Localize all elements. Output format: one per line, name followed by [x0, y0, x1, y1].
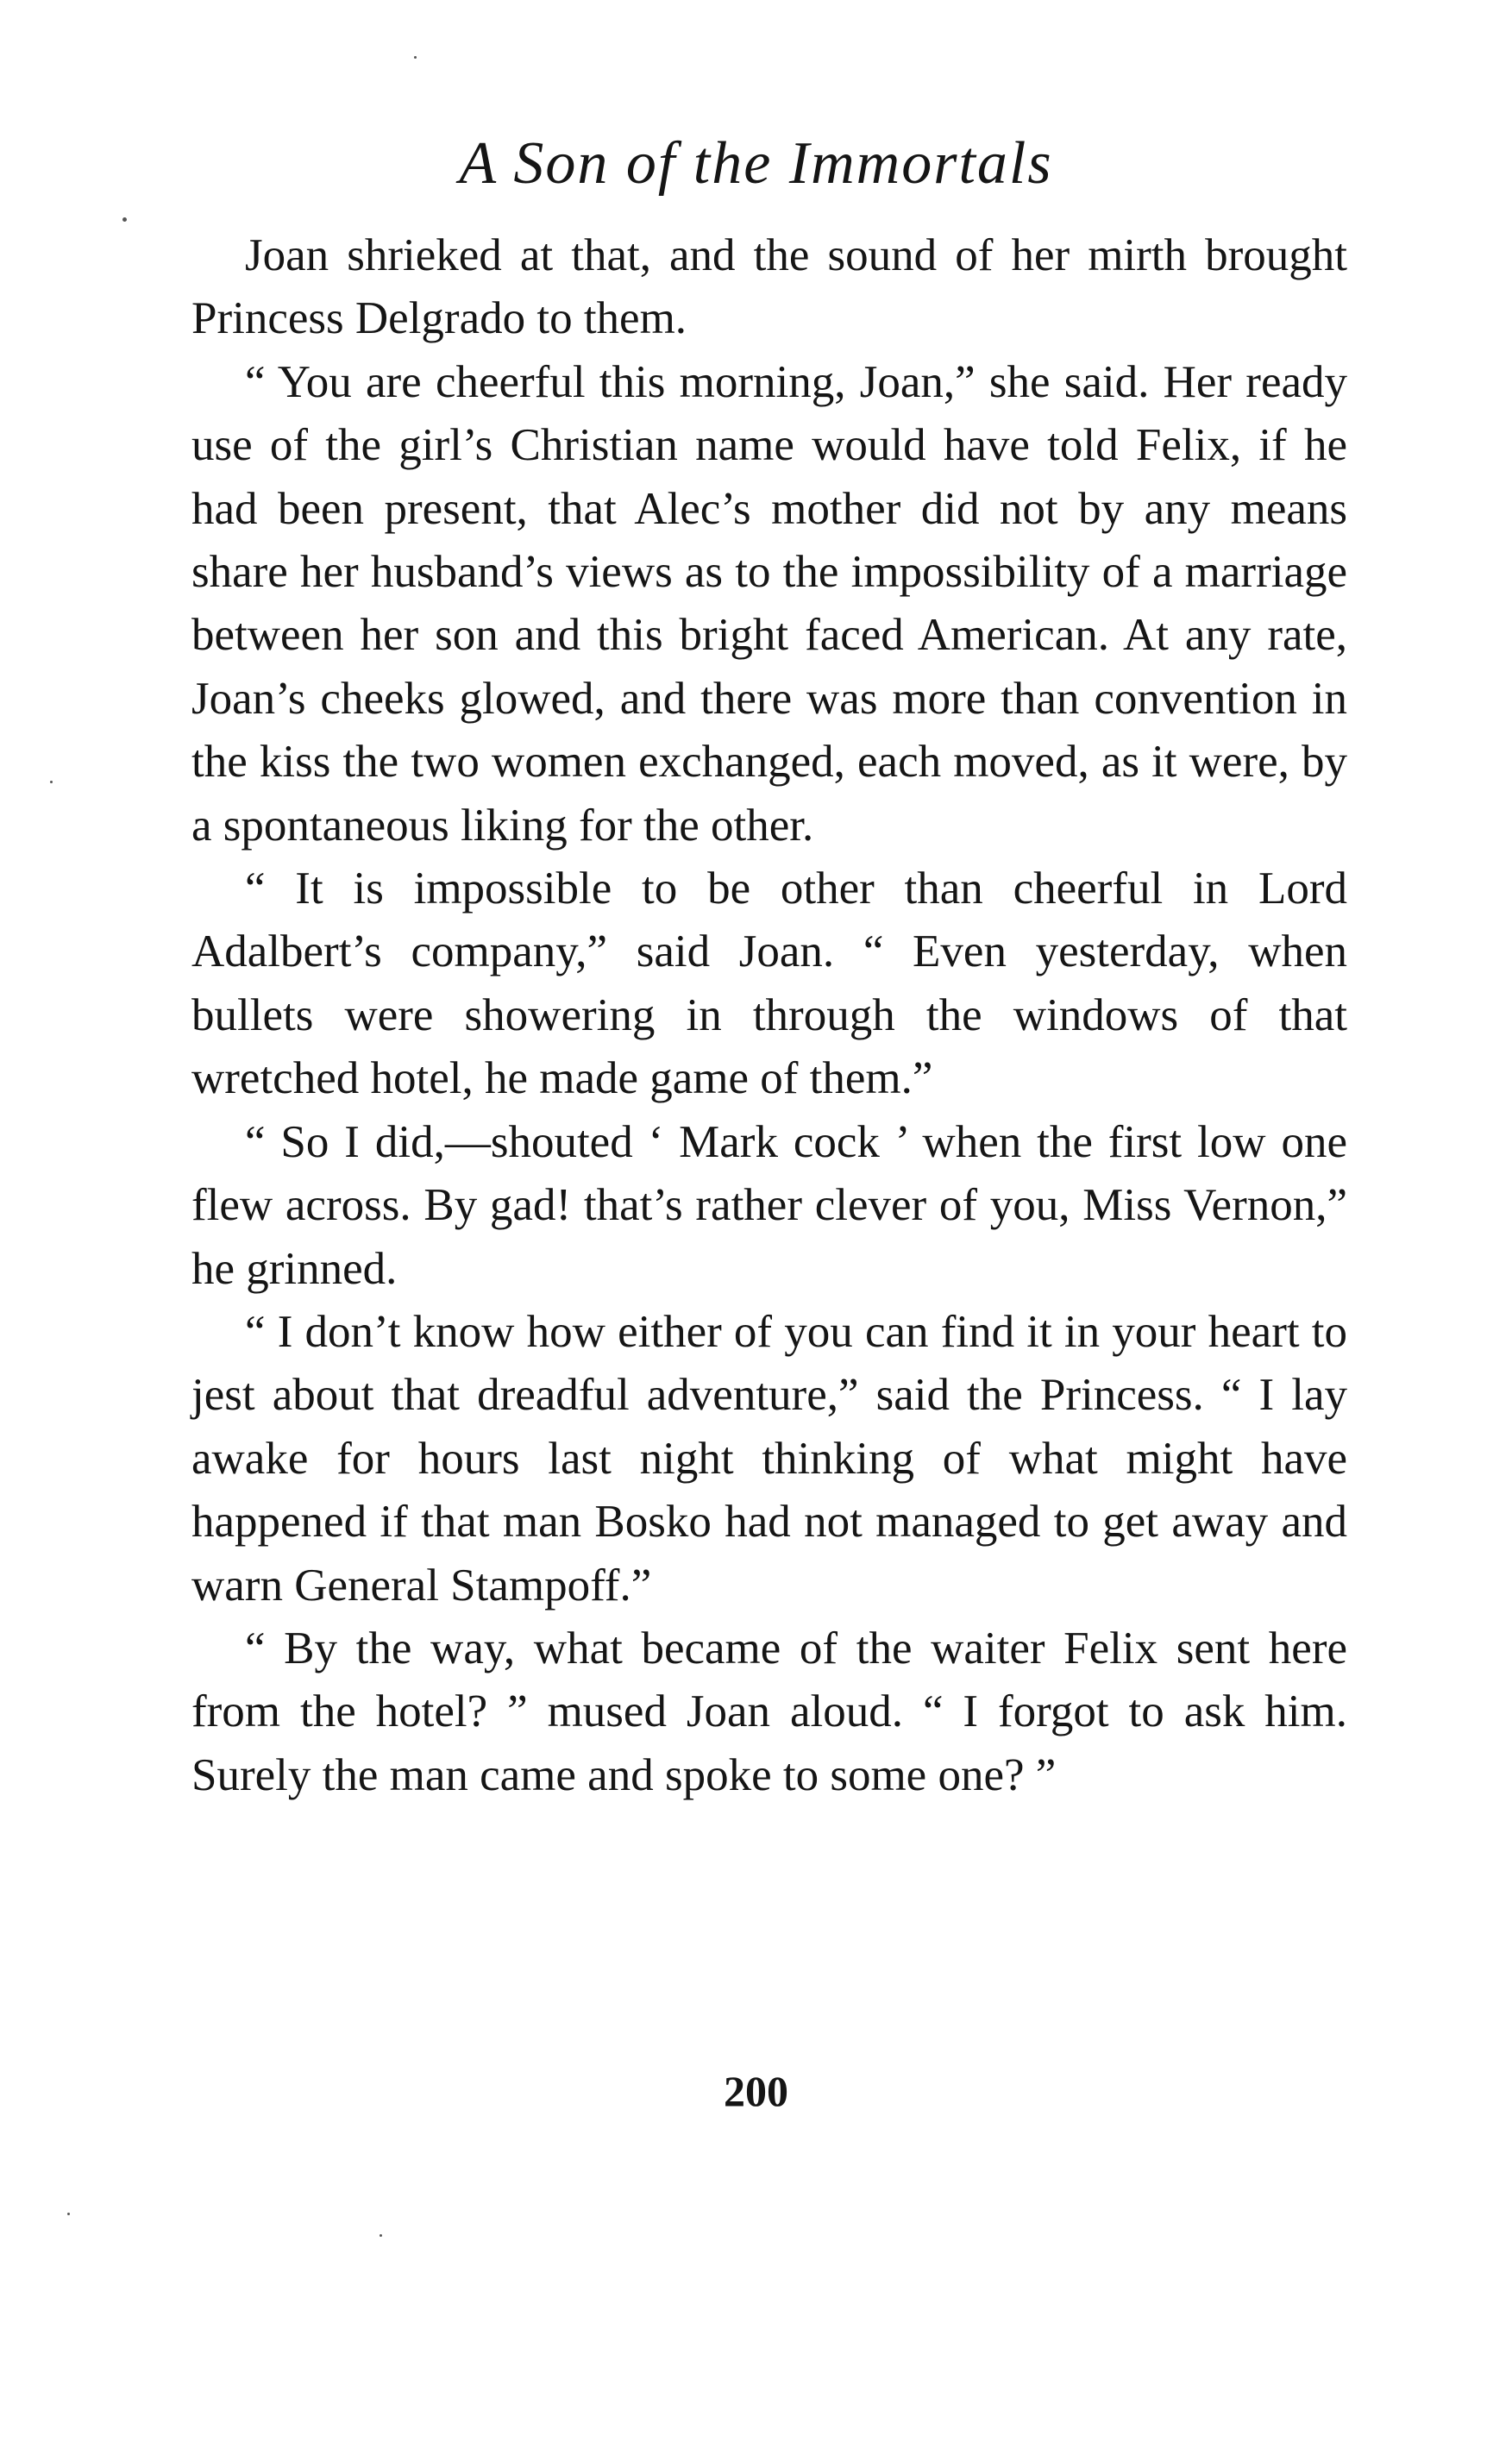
- paragraph: “ So I did,—shouted ‘ Mark cock ’ when the first low one flew across. By gad! that’s rather clever of you, Miss Vernon,” he grinned.: [191, 1116, 1347, 1294]
- paragraph: “ I don’t know how either of you can find it in your heart to jest about that dreadful adventure,” said the Princess. “ I lay awake for hours last night thinking of what might have happened if that man Bosko had not managed to get away and warn General Stampoff.”: [191, 1306, 1347, 1611]
- scan-speck: [50, 781, 53, 783]
- scan-speck: [122, 217, 127, 222]
- scan-speck: [414, 56, 417, 59]
- body-text: [191, 224, 1347, 1807]
- paragraph: Joan shrieked at that, and the sound of her mirth brought Princess Delgrado to them.: [191, 230, 1347, 344]
- scan-speck: [67, 2213, 70, 2215]
- page-number: 200: [724, 2067, 788, 2115]
- running-title: A Son of the Immortals: [459, 130, 1053, 197]
- paragraph: “ It is impossible to be other than cheerful in Lord Adalbert’s company,” said Joan. “ Even yesterday, when bullets were showering in through the windows of that wretched hotel, he made game of them.”: [191, 863, 1347, 1104]
- scan-speck: [380, 2234, 382, 2237]
- paragraph: “ You are cheerful this morning, Joan,” she said. Her ready use of the girl’s Christian name would have told Felix, if he had been present, that Alec’s mother did not by any means share her husband’s views as to the impossibility of a marriage between her son and this bright faced American. At any rate, Joan’s cheeks glowed, and there was more than convention in the kiss the two women exchanged, each moved, as it were, by a spontaneous liking for the other.: [191, 356, 1347, 851]
- paragraph: “ By the way, what became of the waiter Felix sent here from the hotel? ” mused Joan aloud. “ I forgot to ask him. Surely the man came and spoke to some one? ”: [191, 1623, 1347, 1800]
